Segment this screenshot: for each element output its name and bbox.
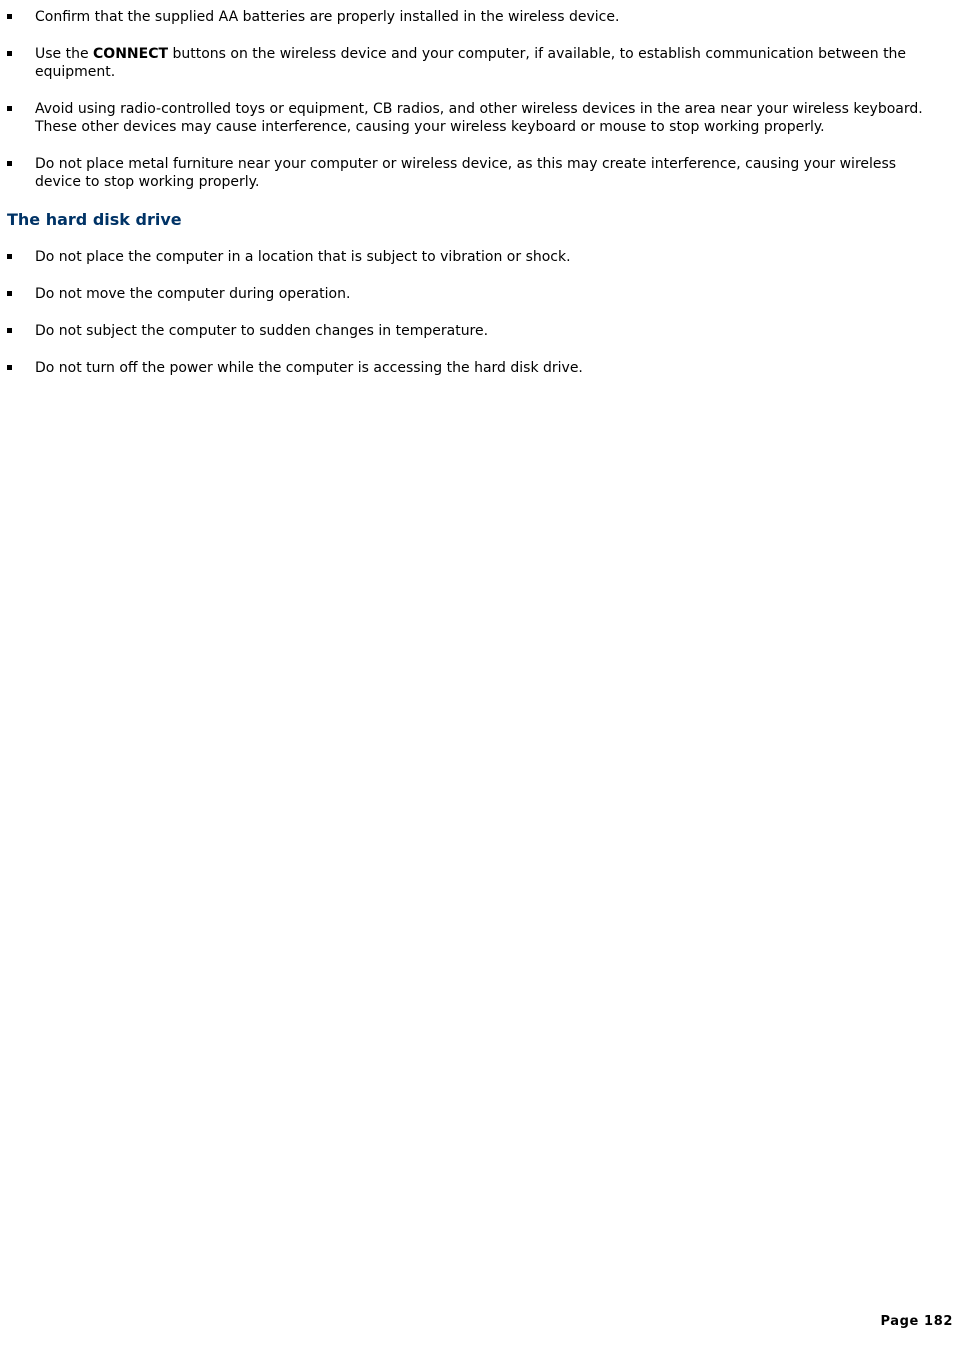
list-item bbox=[7, 285, 927, 303]
list-item bbox=[7, 155, 927, 191]
page-number: Page 182 bbox=[880, 1314, 953, 1329]
square-bullet-icon bbox=[7, 254, 12, 259]
list-item-text: Do not move the computer during operation. bbox=[35, 286, 351, 302]
list-item-text: Avoid using radio-controlled toys or equipment, CB radios, and other wireless devices in the area near your wireless keyboard. These other devices may cause interference, causing your wireless keyboard or mouse to stop working properly. bbox=[35, 101, 923, 135]
list-item bbox=[7, 100, 927, 136]
square-bullet-icon bbox=[7, 291, 12, 296]
list-item-text-post: buttons on the wireless device and your computer, if available, to establish communication between the equipment. bbox=[35, 46, 907, 80]
list-item bbox=[7, 45, 927, 81]
section-heading-hard-disk: The hard disk drive bbox=[7, 210, 182, 229]
square-bullet-icon bbox=[7, 328, 12, 333]
square-bullet-icon bbox=[7, 14, 12, 19]
list-item bbox=[7, 8, 927, 26]
square-bullet-icon bbox=[7, 51, 12, 56]
hard-disk-tips-list bbox=[7, 248, 927, 377]
list-item-text: Do not place metal furniture near your computer or wireless device, as this may create interference, causing your wireless device to stop working properly. bbox=[35, 156, 897, 190]
list-item bbox=[7, 248, 927, 266]
list-item bbox=[7, 322, 927, 340]
list-item-text-pre: Use the bbox=[35, 46, 94, 62]
list-item-text: Do not subject the computer to sudden changes in temperature. bbox=[35, 323, 489, 339]
list-item bbox=[7, 359, 927, 377]
list-item-text: Do not place the computer in a location that is subject to vibration or shock. bbox=[35, 249, 571, 265]
square-bullet-icon bbox=[7, 106, 12, 111]
list-item-text: Do not turn off the power while the computer is accessing the hard disk drive. bbox=[35, 360, 583, 376]
wireless-tips-list bbox=[7, 8, 927, 191]
square-bullet-icon bbox=[7, 161, 12, 166]
document-body bbox=[7, 8, 927, 396]
connect-keyword: CONNECT bbox=[93, 46, 169, 62]
square-bullet-icon bbox=[7, 365, 12, 370]
list-item-text: Confirm that the supplied AA batteries are properly installed in the wireless device. bbox=[35, 9, 620, 25]
